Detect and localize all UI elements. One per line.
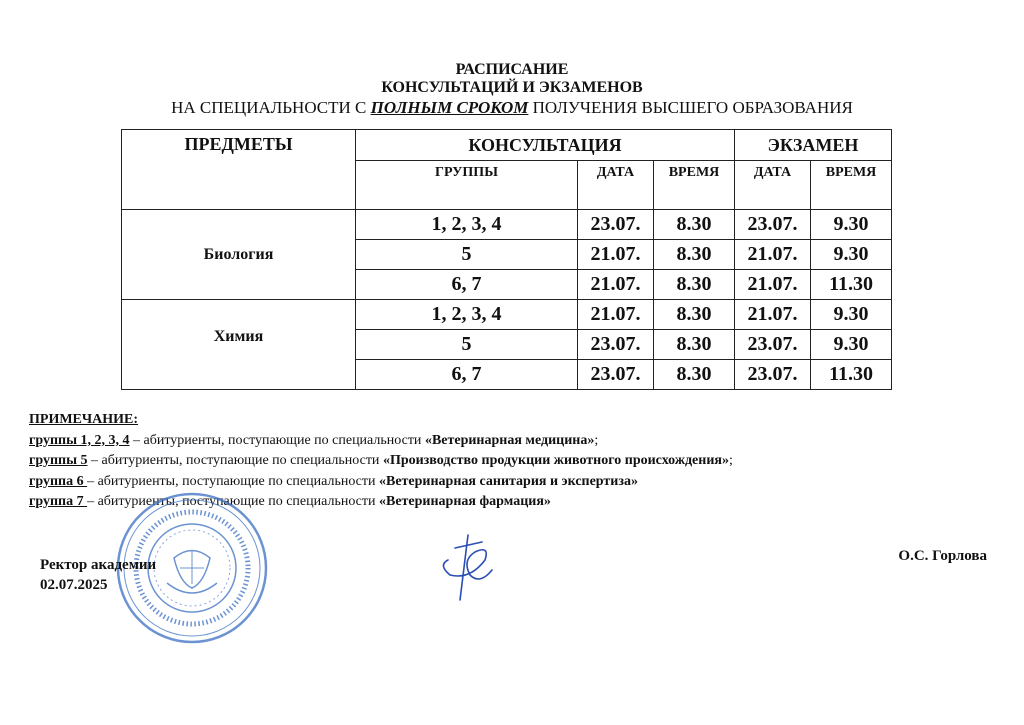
subheader-exam-time: ВРЕМЯ — [811, 161, 892, 210]
scope-emphasis: ПОЛНЫМ СРОКОМ — [370, 98, 529, 117]
note-label: группа 7 — [29, 494, 88, 509]
note-label: группы 5 — [29, 453, 88, 468]
exam-time-cell: 9.30 — [811, 210, 892, 240]
note-end: ; — [594, 432, 599, 448]
scope-pre: НА СПЕЦИАЛЬНОСТИ С — [171, 98, 371, 117]
note-line — [29, 451, 733, 472]
notes-heading: ПРИМЕЧАНИЕ: — [29, 412, 139, 427]
subject-cell: Биология — [122, 210, 356, 300]
doc-scope — [0, 98, 1024, 118]
consult-time-cell: 8.30 — [654, 360, 735, 390]
exam-date-cell: 23.07. — [735, 210, 811, 240]
consult-date-cell: 23.07. — [578, 330, 654, 360]
exam-time-cell: 11.30 — [811, 360, 892, 390]
groups-cell: 5 — [356, 330, 578, 360]
consult-date-cell: 21.07. — [578, 300, 654, 330]
note-spec: «Ветеринарная санитария и экспертиза» — [379, 473, 638, 489]
exam-time-cell: 9.30 — [811, 240, 892, 270]
signer-block — [40, 555, 156, 595]
doc-subtitle: КОНСУЛЬТАЦИЙ И ЭКЗАМЕНОВ — [381, 79, 643, 96]
table-row — [122, 210, 892, 240]
consult-date-cell: 21.07. — [578, 270, 654, 300]
schedule-table — [121, 129, 892, 390]
note-text: – абитуриенты, поступающие по специальности — [87, 453, 383, 468]
consult-time-cell: 8.30 — [654, 330, 735, 360]
groups-cell: 5 — [356, 240, 578, 270]
exam-time-cell: 9.30 — [811, 330, 892, 360]
subheader-time: ВРЕМЯ — [654, 161, 735, 210]
note-text: – абитуриенты, поступающие по специальности — [87, 494, 379, 509]
note-end: ; — [728, 453, 733, 468]
header-consultation: КОНСУЛЬТАЦИЯ — [356, 130, 735, 161]
doc-title: РАСПИСАНИЕ — [455, 61, 569, 78]
groups-cell: 6, 7 — [356, 360, 578, 390]
subheader-exam-date: ДАТА — [735, 161, 811, 210]
signature-icon — [430, 530, 500, 605]
note-line — [29, 431, 733, 452]
signer-name: О.С. Горлова — [898, 548, 987, 564]
exam-date-cell: 21.07. — [735, 300, 811, 330]
header-subjects: ПРЕДМЕТЫ — [122, 130, 356, 210]
note-text: – абитуриенты, поступающие по специальности — [129, 432, 425, 448]
note-text: – абитуриенты, поступающие по специальности — [87, 473, 379, 489]
groups-cell: 1, 2, 3, 4 — [356, 210, 578, 240]
scope-post: ПОЛУЧЕНИЯ ВЫСШЕГО ОБРАЗОВАНИЯ — [528, 98, 853, 117]
note-spec: «Ветеринарная медицина» — [424, 432, 595, 448]
exam-date-cell: 21.07. — [735, 240, 811, 270]
consult-time-cell: 8.30 — [654, 240, 735, 270]
exam-date-cell: 23.07. — [735, 360, 811, 390]
rector-title: Ректор академии — [40, 557, 157, 573]
exam-date-cell: 21.07. — [735, 270, 811, 300]
groups-cell: 1, 2, 3, 4 — [356, 300, 578, 330]
subheader-date: ДАТА — [578, 161, 654, 210]
subheader-groups: ГРУППЫ — [356, 161, 578, 210]
document-date: 02.07.2025 — [40, 577, 108, 593]
consult-time-cell: 8.30 — [654, 300, 735, 330]
header-exam: ЭКЗАМЕН — [735, 130, 892, 161]
note-spec: «Производство продукции животного происхождения» — [382, 453, 729, 468]
consult-time-cell: 8.30 — [654, 270, 735, 300]
exam-date-cell: 23.07. — [735, 330, 811, 360]
table-row — [122, 300, 892, 330]
consult-date-cell: 21.07. — [578, 240, 654, 270]
subject-cell: Химия — [122, 300, 356, 390]
note-spec: «Ветеринарная фармация» — [379, 494, 551, 509]
consult-time-cell: 8.30 — [654, 210, 735, 240]
exam-time-cell: 9.30 — [811, 300, 892, 330]
consult-date-cell: 23.07. — [578, 360, 654, 390]
exam-time-cell: 11.30 — [811, 270, 892, 300]
note-label: группы 1, 2, 3, 4 — [29, 432, 130, 448]
note-label: группа 6 — [29, 473, 88, 489]
consult-date-cell: 23.07. — [578, 210, 654, 240]
groups-cell: 6, 7 — [356, 270, 578, 300]
